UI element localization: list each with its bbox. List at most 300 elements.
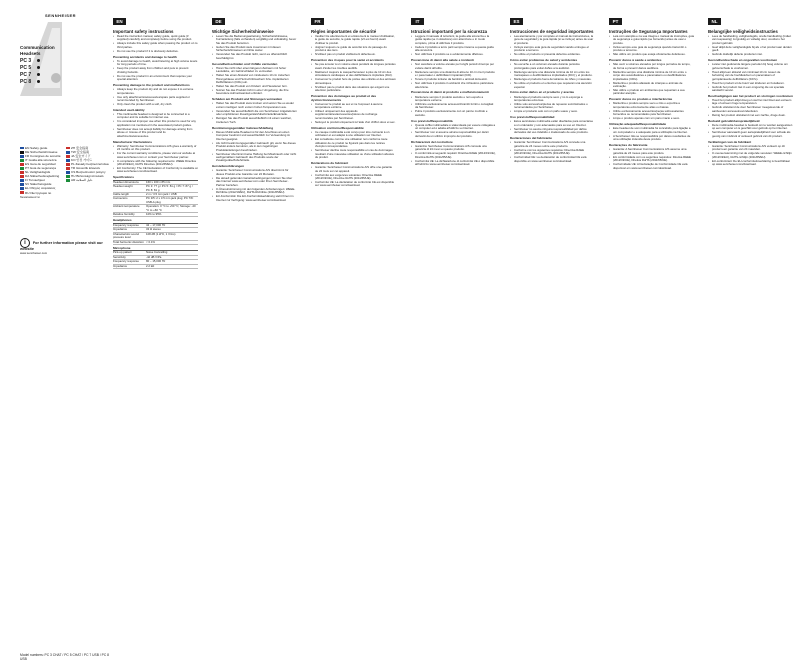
section-heading: Prevenzione di danni alla salute e incidenti bbox=[411, 58, 474, 63]
model-label: PC 8 bbox=[20, 79, 32, 85]
instruction-item: • Leia com atenção e na sua íntegra o manual de instruções, guia de segurança e guia rápido (se fornecido) antes de usar o produto. bbox=[609, 35, 694, 45]
instruction-list bbox=[113, 60, 198, 82]
spec-value: 2 m / 3.5 mm jack / USB bbox=[146, 193, 198, 197]
instruction-item: • Pulire il prodotto esclusivamente con un panno morbido e asciutto. bbox=[411, 110, 496, 117]
bullet-icon bbox=[37, 66, 40, 69]
specifications-table bbox=[113, 174, 198, 269]
language-code: ES bbox=[25, 162, 30, 167]
spec-row bbox=[113, 232, 198, 240]
instruction-list bbox=[311, 103, 396, 125]
flag-icon bbox=[20, 187, 24, 190]
section-title: Wichtige Sicherheitshinweise bbox=[212, 29, 274, 34]
instruction-item: • In compliance with the following requirements: WEEE Directive (2012/19/EU), RoHS Directive (2011/65/EU). bbox=[113, 160, 198, 167]
section-heading: Schäden am Produkt und Störungen vermeiden bbox=[212, 97, 282, 102]
instruction-list bbox=[609, 102, 694, 120]
instruction-item: • Utilize exclusivamente acessórios/peças sobressalentes fornecidos ou recomendados pela Sennheiser. bbox=[609, 110, 694, 117]
spec-key: Connectors bbox=[113, 197, 146, 205]
instruction-item: • Conservez le produit au sec et ne l'exposez à aucune température extrême. bbox=[311, 103, 396, 110]
language-label: Guia de segurança bbox=[29, 166, 56, 171]
instruction-item: • Conformidade UE: A Declaração de Conformidade CE está disponível em www.sennheiser.com/download. bbox=[609, 163, 694, 170]
instruction-item: • EU-conformiteit: De EU-conformiteitsverklaring is beschikbaar op www.sennheiser.com/download. bbox=[708, 160, 793, 167]
language-code: EN bbox=[25, 146, 31, 150]
spec-value: 108 dB (1 kHz, 1 Vrms) bbox=[146, 232, 198, 240]
spec-value: PC 3/5: 2 x 3.5 mm jack plug; PC 7/8: USB-A plug bbox=[146, 197, 198, 205]
language-label: 安全指南 bbox=[76, 150, 90, 155]
instruction-list bbox=[212, 67, 297, 96]
column-body bbox=[212, 29, 297, 203]
language-label: Biztonsági útmutató bbox=[76, 174, 104, 179]
instruction-item: • EU Conformity: The CE Declaration of Conformity is available at www.sennheiser.com/download. bbox=[113, 167, 198, 174]
language-column-fr bbox=[311, 18, 396, 644]
language-index-item bbox=[20, 191, 66, 199]
instruction-item: • Gebruik uitsluitend de door Sennheiser meegeleverde of aanbevolen accessoires/onderdelen. bbox=[708, 106, 793, 113]
section-heading: Cómo evitar problemas de salud y accidentes bbox=[510, 58, 578, 63]
instruction-item: • Lesen Sie die Bedienungsanleitung, Sicherheitshinweise, Kurzanleitung (falls vorhanden) sorgfältig und vollständig, bevor Sie das Produkt benutzen. bbox=[212, 35, 297, 45]
instruction-item: • Limpe o produto apenas com um pano macio e seco. bbox=[609, 117, 694, 120]
instruction-list bbox=[411, 96, 496, 118]
instruction-item: • Gebruik het product niet in een omgeving die uw speciale aandacht vereist. bbox=[708, 86, 793, 93]
instruction-item: • Houd altijd een afstand van minimaal 10 cm tussen de behuizing van de hoofdtelefoon en pacemakers of geïmplanteerde defibrillators (ICD's). bbox=[708, 71, 793, 81]
section-heading: Prevenzione di danni al prodotto e malfunzionamenti bbox=[411, 90, 489, 95]
section-heading: Cómo evitar daños en el producto y averías bbox=[510, 90, 575, 95]
spec-section-heading: Specifications bbox=[113, 174, 198, 180]
instruction-item: • Garantie: Sennheiser Communications A/S verleent op dit product een garantie van 24 maanden. bbox=[708, 145, 793, 152]
website-info bbox=[20, 238, 113, 255]
language-label: 安全ガイド bbox=[75, 154, 91, 159]
language-label: Zasady bezpieczeństwa bbox=[75, 162, 109, 167]
language-label: دليل السلامة bbox=[76, 178, 93, 183]
model-pc3 bbox=[20, 58, 40, 64]
model-pc5 bbox=[20, 65, 40, 71]
spec-key: Frequency response bbox=[113, 223, 146, 227]
model-pc7 bbox=[20, 72, 40, 78]
instruction-item: • Sennheiser does not accept liability for damage arising from abuse or misuse of this product and its attachments/accessories. bbox=[113, 128, 198, 138]
instruction-item: • Sennheiser aanvaardt geen aansprakelijkheid voor schade als gevolg van misbruik of verkeerd gebruik van dit product. bbox=[708, 131, 793, 138]
language-code: JA bbox=[71, 154, 76, 159]
spec-value: 42 – 17,000 Hz bbox=[146, 223, 198, 227]
spec-key: Cable length bbox=[113, 193, 146, 197]
instruction-list bbox=[708, 35, 793, 57]
model-label: PC 7 bbox=[20, 72, 32, 78]
section-heading: Verklaringen van de fabrikant bbox=[708, 139, 752, 144]
section-heading: Dichiarazioni del costruttore bbox=[411, 139, 453, 144]
instruction-item: • Joignez toujours ce guide de sécurité lors du passage du produit à des tiers. bbox=[311, 46, 396, 53]
instruction-list bbox=[609, 127, 694, 141]
instruction-item: • Non utilizzare il prodotto in ambienti che richiedono particolare attenzione. bbox=[411, 82, 496, 89]
language-label: Veiligheidsgids bbox=[29, 170, 51, 175]
language-label: Sicherheitshinweise bbox=[30, 150, 58, 155]
instruction-item: • Always keep the product dry and do not expose it to extreme temperatures. bbox=[113, 88, 198, 95]
instruction-item: • This multimedia headset is designed to be connected to a computer and its suitable for internet use. bbox=[113, 113, 198, 120]
instruction-item: • Não ouvir a volumes elevados por longos períodos de tempo, de forma a prevenir danos auditivos. bbox=[609, 63, 694, 70]
language-code: PL bbox=[71, 162, 76, 167]
instruction-list bbox=[411, 63, 496, 89]
section-title: Règles importantes de sécurité bbox=[311, 29, 377, 34]
instruction-item: • Die aktuell geltenden Garantiebedingungen können Sie über das Internet www.sennheiser.com oder Ihren Sennheiser-Partner beziehen. bbox=[212, 177, 297, 187]
instruction-item: • Não utilize o produto em ambientes que requeiram a sua particular atenção. bbox=[609, 89, 694, 96]
instruction-list bbox=[708, 124, 793, 138]
language-label: Инструкция по безопасности bbox=[20, 190, 52, 199]
spec-section-heading: Microphone bbox=[113, 244, 198, 250]
section-heading: Bestimmungsgemäßer Gebrauch/Haftung bbox=[212, 125, 274, 130]
section-heading: Prevenir danos à saúde e acidentes bbox=[609, 58, 662, 63]
language-code: TR bbox=[71, 166, 76, 171]
language-code: TW bbox=[71, 150, 77, 155]
language-code: DA bbox=[25, 174, 30, 179]
instruction-list bbox=[411, 35, 496, 57]
instruction-item: • Garanzia: Sennheiser Communications A/S concede una garanzia di 24 mesi su questo prodotto. bbox=[411, 145, 496, 152]
instruction-item: • No utilice el producto si presenta defectos evidentes. bbox=[510, 53, 595, 56]
instruction-item: • Sennheiser no asume ninguna responsabilidad por daños derivados del uso indebido o inadecuado de este producto. bbox=[510, 128, 595, 135]
instruction-item: • No utilice el producto en entornos que requieran una atención especial. bbox=[510, 82, 595, 89]
instruction-item: • Mantenere sempre una distanza di almeno 10 cm tra il prodotto e i pacemaker o defibrillatori impiantati (ICD). bbox=[411, 71, 496, 78]
language-code: FR bbox=[25, 154, 30, 159]
instruction-item: • Garantia: A Sennheiser Communications A/S assume uma garantia de 24 meses para este produto. bbox=[609, 148, 694, 155]
instruction-item: • Verwenden Sie das Produkt nicht, wenn es offensichtlich beschädigt ist. bbox=[212, 53, 297, 60]
instruction-item: • It is considered improper use when this product is used for any application not mentioned in the associated product guides. bbox=[113, 120, 198, 127]
column-body bbox=[510, 29, 595, 164]
instruction-list bbox=[609, 148, 694, 170]
spec-value: 10% to 95% bbox=[146, 213, 198, 217]
bullet-icon bbox=[37, 80, 40, 83]
instruction-item: • Garantie: Sennheiser Communications A/S übernimmt für dieses Produkt eine Garantie von 24 Monaten. bbox=[212, 169, 297, 176]
spec-value: Operation: 0 °C to +50 °C; Storage: -20 °C to +60 °C bbox=[146, 205, 198, 213]
instruction-item: • Sennheiser übernimmt keine Haftung bei Missbrauch oder nicht sachgemäßem Gebrauch des Produkts sowie der Zusatzgeräte/Zubehörteile. bbox=[212, 153, 297, 163]
instruction-item: • Utilice solo accesorios/piezas de repuesto suministrados o recomendados por Sennheiser. bbox=[510, 103, 595, 110]
instruction-item: • Mantenga el producto siempre seco y no lo exponga a temperaturas extremas. bbox=[510, 96, 595, 103]
instruction-list bbox=[411, 124, 496, 138]
instruction-item: • Do not use the product if it is obviously defective. bbox=[113, 50, 198, 53]
language-tab: IT bbox=[411, 18, 424, 25]
product-title bbox=[20, 45, 55, 57]
section-title: Belangrijke veiligheidsinstructies bbox=[708, 29, 778, 34]
instruction-item: • Este headset de som multimédia foi concebido para ligação a um computador e é adequado para a utilização na Internet. bbox=[609, 127, 694, 134]
instruction-list bbox=[510, 120, 595, 134]
column-body bbox=[708, 29, 793, 167]
language-column-es bbox=[510, 18, 595, 644]
language-column-it bbox=[411, 18, 496, 644]
instruction-item: • Gebruik duidelijk defecte producten niet. bbox=[708, 53, 793, 56]
language-label: Guida alla sicurezza bbox=[28, 158, 57, 163]
spec-key: Pick-up pattern bbox=[113, 251, 146, 255]
section-heading: Declaraciones del fabricante bbox=[510, 136, 552, 141]
instruction-list bbox=[212, 35, 297, 60]
language-code: DE bbox=[25, 150, 31, 155]
spec-value: 160 x 160 x 85 mm bbox=[146, 180, 198, 184]
language-tab: DE bbox=[212, 18, 225, 25]
instruction-list bbox=[212, 102, 297, 124]
instruction-item: • Mantenha sempre uma distância mínima de 10 cm entre o corpo dos auscultadores e pacemakers ou desfibriladores implantados (CDIs). bbox=[609, 71, 694, 81]
section-title: Istruzioni importanti per la sicurezza bbox=[411, 29, 488, 34]
language-label: Οδηγός ασφαλείας bbox=[29, 186, 56, 191]
language-label: Güvenlik kılavuzu bbox=[75, 166, 101, 171]
section-title: Instruções de Segurança Importantes bbox=[609, 29, 688, 34]
instruction-item: • Mantenha o produto sempre seco e não o exponha a temperaturas extremamente altas ou baixas. bbox=[609, 102, 694, 109]
instruction-item: • In conformità ai seguenti requisiti: Direttiva RAEE (2012/19/UE), Direttiva RoHS (2011/65/UE). bbox=[411, 152, 496, 159]
instruction-item: • Incluya siempre esta guía de seguridad cuando entregue el producto a terceros. bbox=[510, 46, 595, 53]
spec-key: Sensitivity bbox=[113, 255, 146, 259]
website-info-text: For further information please visit our website bbox=[20, 240, 103, 251]
instruction-item: • Conformité aux exigences suivantes: Directive DEEE (2012/19/UE), Directive RoHS (2011/65/UE). bbox=[311, 174, 396, 181]
instruction-item: • Inclua sempre este guia de segurança quando transmitir o produto a terceiros. bbox=[609, 46, 694, 53]
language-label: Consignes de sécurité bbox=[29, 154, 61, 159]
section-heading: Utilisation conforme/Responsabilité bbox=[311, 125, 364, 130]
instruction-item: • Mantenga siempre una distancia mínima de 10 cm entre los marcapasos o desfibriladores implantados (DCI) y el producto. bbox=[510, 71, 595, 78]
instruction-list bbox=[609, 35, 694, 57]
spec-section-heading: Headphones bbox=[113, 217, 198, 223]
instruction-item: • Mantenere sempre il prodotto asciutto e non esporlo a temperature estreme. bbox=[411, 96, 496, 103]
instruction-item: • Tenere il prodotto lontano da bambini e animali domestici. bbox=[411, 78, 496, 81]
instruction-item: • Houd het product uit de buurt van kinderen en huisdieren. bbox=[708, 82, 793, 85]
cover-column bbox=[0, 0, 113, 665]
instruction-item: • Deze multimedia-headset is bedoeld om te worden aangesloten op een computer en is geschikt voor gebruik op het internet. bbox=[708, 124, 793, 131]
section-heading: Herstellererklärungen bbox=[212, 164, 244, 169]
instruction-item: • Cedere il prodotto a terze parti sempre insieme a questa guida alla sicurezza. bbox=[411, 46, 496, 53]
language-code: KO bbox=[71, 158, 77, 163]
section-heading: Intended use/Liability bbox=[113, 107, 145, 112]
instruction-list bbox=[311, 35, 396, 57]
instruction-item: • Utilizzare esclusivamente accessori/ricambi forniti o consigliati da Sennheiser. bbox=[411, 103, 496, 110]
spec-value: PC 3: 77 g / PC 5: 81 g / PC 7: 87 g / PC 8: 81 g bbox=[146, 185, 198, 193]
language-code: IT bbox=[25, 158, 29, 163]
language-code: PT bbox=[25, 166, 30, 171]
language-index-column bbox=[66, 146, 112, 182]
instruction-item: • Als nicht bestimmungsgemäßer Gebrauch gilt, wenn Sie dieses Produkt anders benutzen, als in den zugehörigen Produktanleitungen beschrieben. bbox=[212, 142, 297, 152]
column-body bbox=[411, 29, 496, 167]
language-tab: NL bbox=[708, 18, 721, 25]
language-tab: FR bbox=[311, 18, 324, 25]
instruction-item: • Garantía: Sennheiser Communications A/S concede una garantía de 24 meses sobre este producto. bbox=[510, 141, 595, 148]
language-code: RU bbox=[25, 190, 31, 195]
section-heading: Utilização adequada/Responsabilidade bbox=[609, 122, 667, 127]
language-label: Turvaohjeet bbox=[28, 178, 45, 183]
section-heading: Déclarations du fabricant bbox=[311, 161, 349, 166]
language-label: 安全指南 bbox=[75, 146, 89, 150]
instruction-item: • Reinigen Sie das Produkt ausschließlich mit einem weichen, trockenen Tuch. bbox=[212, 117, 297, 124]
instruction-item: • Em conformidade com os seguintes requisitos: Diretiva REEE (2012/19/UE), Diretiva RoHS (2011/65/UE). bbox=[609, 156, 694, 163]
language-column-pt bbox=[609, 18, 694, 644]
language-code: NL bbox=[25, 170, 30, 175]
instruction-item: • Use only attachments/accessories/spare parts supplied or recommended by Sennheiser. bbox=[113, 96, 198, 103]
flag-icon bbox=[66, 179, 70, 182]
instruction-item: • Maintenez toujours le casque/l'écouteur à plus de 10 cm des stimulateurs cardiaques et des défibrillateurs implantés (DAI). bbox=[311, 71, 396, 78]
instruction-item: • Non ascoltare a volume elevato per lunghi periodi di tempo per evitare danni all'udito. bbox=[411, 63, 496, 70]
instruction-item: • Warranty: Sennheiser Communications A/S gives a warranty of 24 months on this product. bbox=[113, 145, 198, 152]
instruction-item: • Sennheiser non si assume alcuna responsabilità per danni derivanti da un utilizzo improprio del prodotto. bbox=[411, 131, 496, 138]
instruction-item: • Luister niet gedurende langere perioden bij hoog volume om gehoorschade te voorkomen. bbox=[708, 63, 793, 70]
spec-value: 32 Ω stereo bbox=[146, 228, 198, 232]
instruction-item: • Garantie: Sennheiser Communications A/S offre une garantie de 24 mois sur cet appareil. bbox=[311, 166, 396, 173]
website-url[interactable]: www.sennheiser.com bbox=[20, 250, 48, 255]
instruction-item: • Read the instruction manual, safety guide, quick guide (if supplied) carefully and completely before using the product. bbox=[113, 35, 198, 42]
section-heading: Gesundheitsschäden und Unfälle vermeiden bbox=[212, 61, 278, 66]
instruction-item: • Conforme con los siguientes requisitos: Directiva RAEE (2012/19/UE), Directiva RoHS (2011/65/UE). bbox=[510, 149, 595, 156]
spec-key: Total harmonic distortion bbox=[113, 240, 146, 244]
info-icon: i bbox=[20, 238, 30, 248]
language-column-en bbox=[113, 18, 198, 644]
instruction-item: • Halten Sie das Produkt von Kindern und Haustieren fern. bbox=[212, 85, 297, 88]
section-heading: Declarações do fabricante bbox=[609, 143, 648, 148]
language-label: Safety guide bbox=[30, 146, 48, 150]
language-label: Bezpečnostní pokyny bbox=[76, 170, 106, 175]
section-heading: Uso previsto/Responsabilità bbox=[411, 118, 453, 123]
spec-value: -42 dB V/Pa bbox=[146, 255, 198, 259]
language-code: EL bbox=[25, 186, 30, 191]
instruction-item: • Mantenha o produto afastado de crianças e animais de estimação. bbox=[609, 82, 694, 89]
instruction-list bbox=[708, 145, 793, 167]
instruction-item: • In overeenstemming met de volgende vereisten: WEEE-richtlijn (2012/19/EU), RoHS-richtlijn (2011/65/EU). bbox=[708, 152, 793, 159]
section-heading: Gezondheidsschade en ongevallen voorkomen bbox=[708, 58, 778, 63]
instruction-item: • Não utilize um produto que esteja obviamente defeituoso. bbox=[609, 53, 694, 56]
instruction-list bbox=[708, 63, 793, 92]
instruction-item: • Non utilizzare il prodotto se è evidentemente difettoso. bbox=[411, 53, 496, 56]
section-title: Important safety instructions bbox=[113, 29, 174, 34]
instruction-list bbox=[510, 63, 595, 89]
instruction-list bbox=[708, 99, 793, 117]
instruction-item: • Houd het product altijd droog en stel het niet bloot aan extreem lage of extreem hoge temperaturen. bbox=[708, 99, 793, 106]
instruction-item: • For the current warranty conditions, please visit our website at www.sennheiser.com or contact your Sennheiser partner. bbox=[113, 152, 198, 159]
instruction-item: • Limpie el producto solo con un paño suave y seco. bbox=[510, 110, 595, 113]
instruction-item: • Estos auriculares multimedia están diseñados para conectarse a un ordenador y son adecuados para su uso en Internet. bbox=[510, 120, 595, 127]
instruction-list bbox=[113, 113, 198, 138]
language-index-column bbox=[20, 146, 66, 199]
column-body bbox=[609, 29, 694, 170]
instruction-item: • Always include this safety guide when passing the product on to third parties. bbox=[113, 42, 198, 49]
language-tab: ES bbox=[510, 18, 523, 25]
spec-row bbox=[113, 264, 198, 268]
spec-key: Impedance bbox=[113, 228, 146, 232]
instruction-list bbox=[510, 96, 595, 114]
instruction-list bbox=[311, 63, 396, 92]
spec-key: Relative humidity bbox=[113, 213, 146, 217]
section-heading: Preventing accidents and damage to health bbox=[113, 54, 177, 59]
language-code: AR bbox=[71, 178, 77, 183]
section-heading: Manufacturer Declarations bbox=[113, 139, 153, 144]
language-code: ZH bbox=[71, 146, 76, 150]
product-title-line: Communication bbox=[20, 45, 55, 50]
language-code: FI bbox=[25, 178, 29, 183]
instruction-item: • Veuillez lire attentivement et entièrement le manuel d'utilisation, le guide de sécurité, le guide rapide (s'il est fourni) avant d'utiliser le produit. bbox=[311, 35, 396, 45]
instruction-list bbox=[113, 35, 198, 53]
section-title: Instrucciones de seguridad importantes bbox=[510, 29, 594, 34]
spec-value: Noise Cancelling bbox=[146, 251, 198, 255]
model-numbers-footer: Model numbers: PC 3 CHAT / PC 5 CHAT / PC 7 USB / PC 8 USB bbox=[20, 653, 109, 661]
spec-key: Ambient temperature bbox=[113, 205, 146, 213]
model-pc8 bbox=[20, 79, 40, 85]
section-heading: Beschadigingen aan het product en storingen voorkomen bbox=[708, 93, 793, 98]
section-heading: Bedoeld gebruik/Aansprakelijkheid bbox=[708, 118, 760, 123]
instruction-item: • Lees de handleiding, veiligheidsgids, snelle handleiding (indien van toepassing) zorgvuldig en volledig door, voordat u het product gebruikt. bbox=[708, 35, 793, 45]
instruction-item: • Nettoyez le produit uniquement à l'aide d'un chiffon doux et sec. bbox=[311, 121, 396, 124]
instruction-item: • N'utilisez pas le produit dans des situations qui exigent une attention particulière. bbox=[311, 86, 396, 93]
instruction-item: • Halten Sie einen Abstand von mindestens 10 cm zwischen Hörergehäuse und Herzschrittmachern bzw. implantierten Defibrillatoren (ICDs) ein. bbox=[212, 74, 297, 84]
instruction-item: • Mantenga el producto fuera del alcance de niños y mascotas. bbox=[510, 78, 595, 81]
spec-key: Frequency response bbox=[113, 260, 146, 264]
model-label: PC 3 bbox=[20, 58, 32, 64]
instruction-item: • Do not use the product in an environment that requires your special attention. bbox=[113, 75, 198, 82]
instruction-item: • Sennheiser décline toute responsabilité en cas de dommages résultant d'une mauvaise utilisation ou d'une utilisation abusive du produit. bbox=[311, 149, 396, 159]
instruction-item: • Conservez le produit hors de portée des enfants et des animaux domestiques. bbox=[311, 78, 396, 85]
instruction-item: • Halten Sie das Produkt stets trocken und setzen Sie es weder extrem niedrigen noch extrem hohen Temperaturen aus. bbox=[212, 102, 297, 109]
instruction-item: • A Sennheiser não se responsabiliza por danos resultantes de uma utilização indevida deste produto. bbox=[609, 135, 694, 142]
brand-logo: SENNHEISER bbox=[45, 13, 77, 18]
instruction-item: • Ne pas écouter à un volume élevé pendant de longues périodes avant d'éviter les troubles auditifs. bbox=[311, 63, 396, 70]
instruction-item: • Hören Sie nicht über einen längeren Zeitraum mit hoher Lautstärke, um Gehörschäden zu vermeiden. bbox=[212, 67, 297, 74]
instruction-item: • No escuche a un volumen elevado durante periodos prolongados para evitar daños a la audición. bbox=[510, 63, 595, 70]
language-column-de bbox=[212, 18, 297, 644]
instruction-item: • Keep the product away from children and pets to prevent choking hazards. bbox=[113, 67, 198, 74]
instruction-list bbox=[212, 131, 297, 163]
instruction-item: • N'utilisez pas un produit visiblement défectueux. bbox=[311, 53, 396, 56]
instruction-item: • Geef altijd deze veiligheidsgids bij als u het product aan derden geeft. bbox=[708, 46, 793, 53]
language-code: HU bbox=[71, 174, 77, 179]
spec-key: Headset weight bbox=[113, 185, 146, 193]
instruction-list bbox=[113, 88, 198, 106]
language-label: 안전 가이드 bbox=[76, 158, 93, 163]
instruction-list bbox=[113, 145, 198, 174]
language-label: Sikkerhedsvejledning bbox=[30, 174, 60, 179]
instruction-item: • Only clean the product with a soft, dry cloth. bbox=[113, 103, 198, 106]
instruction-item: • Utilisez uniquement des appareils supplémentaires/accessoires/pièces de rechange recommandés par Sennheiser. bbox=[311, 110, 396, 120]
instruction-list bbox=[411, 145, 496, 167]
section-heading: Uso previsto/Responsabilidad bbox=[510, 115, 555, 120]
spec-value: < 0.1% bbox=[146, 240, 198, 244]
instruction-item: • In Übereinstimmung mit den folgenden Anforderungen: WEEE-Richtlinie (2012/19/EU), RoHS-Richtlinie (2011/65/EU). bbox=[212, 188, 297, 195]
instruction-list bbox=[510, 141, 595, 163]
instruction-item: • Verwenden Sie ausschließlich die von Sennheiser mitgelieferten oder empfohlenen Zusatzgeräte/Zubehörteile/Ersatzteile. bbox=[212, 110, 297, 117]
instruction-item: • EU-Konformität: Die EU-Konformitätserklärung steht Ihnen im Internet zur Verfügung: www.sennheiser.com/download. bbox=[212, 195, 297, 202]
instruction-item: • Reinig het product uitsluitend met een zachte, droge doek. bbox=[708, 114, 793, 117]
spec-value: 2.2 kΩ bbox=[146, 264, 198, 268]
section-heading: Prevenir danos no produto e interferências bbox=[609, 97, 673, 102]
instruction-list bbox=[311, 166, 396, 188]
instruction-list bbox=[510, 35, 595, 57]
instruction-item: • Conformità UE: La dichiarazione di conformità UE è disponibile all'indirizzo www.sennheiser.com/download. bbox=[411, 160, 496, 167]
spec-value: 80 – 15,000 Hz bbox=[146, 260, 198, 264]
instruction-item: • Lea atentamente y por completo el manual de instrucciones, la guía de seguridad y la guía rápida (si se incluye) antes de usar el producto. bbox=[510, 35, 595, 45]
instruction-item: • Nutzen Sie das Produkt nicht in einer Umgebung, die Ihre besondere Aufmerksamkeit erfordert. bbox=[212, 89, 297, 96]
product-title-line: Headsets bbox=[20, 50, 41, 56]
spec-key: Headset dimensions bbox=[113, 180, 146, 184]
language-tab: PT bbox=[609, 18, 622, 25]
section-heading: Preventing damage to the product and malfunctions bbox=[113, 83, 190, 88]
instruction-item: • To avoid damage to health, avoid listening at high volume levels for long periods of time. bbox=[113, 60, 198, 67]
instruction-item: • Conformidad UE: La declaración de conformidad CE está disponible en www.sennheiser.com/download. bbox=[510, 156, 595, 163]
instruction-item: • Leggere il manuale di istruzioni, la guida alla sicurezza e la guida rapida (se in dotazione) con attenzione e in modo completo, prima di utilizzare il prodotto. bbox=[411, 35, 496, 45]
instruction-item: • Dieses Multimedia-Headset ist für den Anschluss an einen Computer bestimmt und ausschließlich zur Verwendung im Internet geeignet. bbox=[212, 131, 297, 141]
instruction-item: • Conformité UE: La déclaration de conformité CE est disponible sur www.sennheiser.com/download. bbox=[311, 181, 396, 188]
spec-key: Impedance bbox=[113, 264, 146, 268]
language-code: SV bbox=[25, 182, 30, 187]
bullet-icon bbox=[37, 73, 40, 76]
instruction-item: • Ce casque multimédia a été conçu pour être connecté à un ordinateur et est adapté à une utilisation sur Internet. bbox=[311, 131, 396, 138]
language-index-item bbox=[66, 178, 112, 182]
instruction-list bbox=[609, 63, 694, 96]
section-heading: Prévention des dommages au produit et des dysfonctionnements bbox=[311, 93, 377, 102]
language-label: Säkerhetsguide bbox=[30, 182, 52, 187]
instruction-item: • Questa cuffia multimediale è stata ideata per essere collegata a un computer ed è adatta all'utilizzo su Internet. bbox=[411, 124, 496, 131]
language-tab: EN bbox=[113, 18, 126, 25]
column-body bbox=[113, 29, 198, 269]
section-heading: Prévention des risques pour la santé et accidents bbox=[311, 58, 384, 63]
column-body bbox=[311, 29, 396, 188]
instruction-item: • Geben Sie das Produkt stets zusammen mit diesen Sicherheitshinweisen an Dritte weiter. bbox=[212, 46, 297, 53]
language-label: Guía de seguridad bbox=[30, 162, 56, 167]
instruction-item: • Est considérée comme une utilisation non conforme toute utilisation de ce produit ne figurant pas dans les notices d'emploi correspondantes. bbox=[311, 138, 396, 148]
spec-key: Characteristic sound pressure level bbox=[113, 232, 146, 240]
language-code: CS bbox=[71, 170, 77, 175]
language-column-nl bbox=[708, 18, 793, 644]
